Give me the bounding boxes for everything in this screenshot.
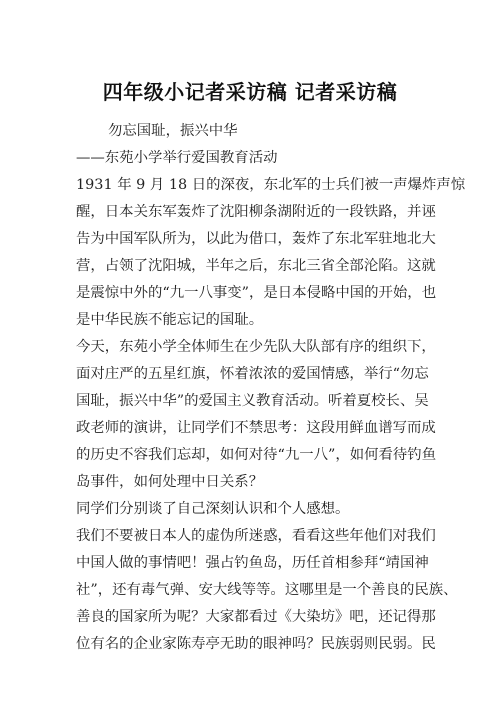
subtitle-line: ——东苑小学举行爱国教育活动 [76, 150, 278, 166]
body-line: 位有名的企业家陈寿亭无助的眼神吗？民族弱则民弱。民 [76, 636, 436, 652]
body-line: 国耻，振兴中华”的爱国主义教育活动。听着夏校长、吴 [76, 393, 429, 409]
body-line: 醒，日本关东军轰炸了沈阳柳条湖附近的一段铁路，并诬 [76, 204, 436, 220]
body-line: 政老师的演讲，让同学们不禁思考：这段用鲜血谱写而成 [76, 420, 436, 436]
body-line: 社”，还有毒气弹、安大线等等。这哪里是一个善良的民族、 [76, 582, 458, 598]
body-line: 是震惊中外的“九一八事变”，是日本侵略中国的开始，也 [76, 285, 437, 301]
body-line: 面对庄严的五星红旗，怀着浓浓的爱国情感，举行“勿忘 [76, 366, 429, 382]
body-line: 是中华民族不能忘记的国耻。 [76, 312, 264, 328]
document-title: 四年级小记者采访稿 记者采访稿 [102, 80, 398, 104]
subtitle-line: 勿忘国耻，振兴中华 [108, 123, 238, 139]
body-line: 岛事件，如何处理中日关系？ [76, 474, 264, 490]
body-line: 今天，东苑小学全体师生在少先队大队部有序的组织下， [76, 339, 436, 355]
body-line: 营，占领了沈阳城，半年之后，东北三省全部沦陷。这就 [76, 258, 436, 274]
body-line: 1931 年 9 月 18 日的深夜，东北军的士兵们被一声爆炸声惊 [76, 177, 466, 193]
body-line: 善良的国家所为呢？大家都看过《大染坊》吧，还记得那 [76, 609, 436, 625]
body-line: 我们不要被日本人的虚伪所迷惑，看看这些年他们对我们 [76, 528, 436, 544]
body-line: 同学们分别谈了自己深刻认识和个人感想。 [76, 501, 350, 517]
body-line: 的历史不容我们忘却，如何对待“九一八”，如何看待钓鱼 [76, 447, 437, 463]
body-line: 中国人做的事情吧！强占钓鱼岛，历任首相参拜“靖国神 [76, 555, 429, 571]
body-line: 告为中国军队所为，以此为借口，轰炸了东北军驻地北大 [76, 231, 436, 247]
